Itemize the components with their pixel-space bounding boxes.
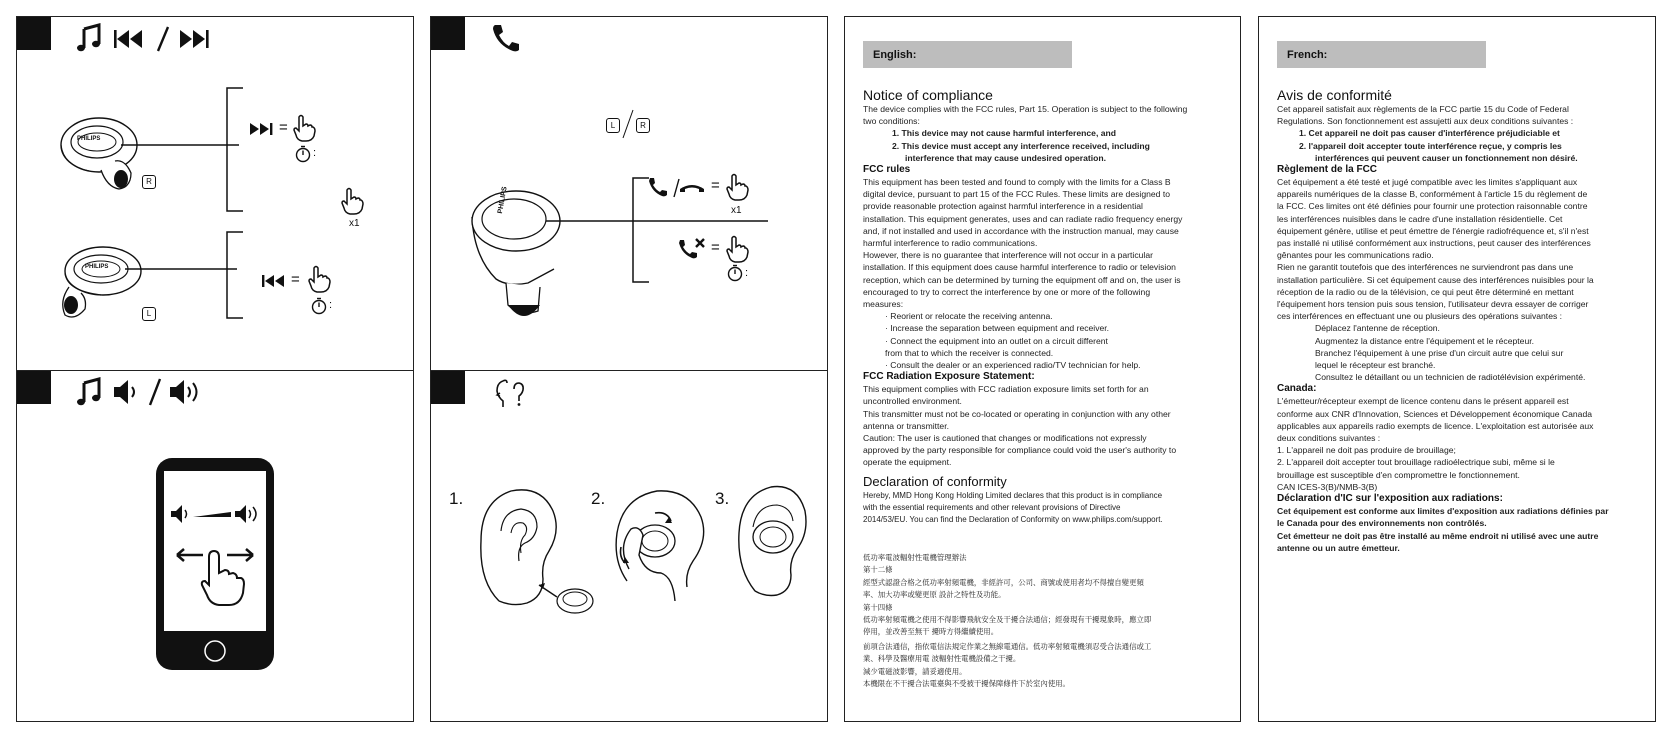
tap-once-hand-icon	[340, 187, 364, 215]
condition-item: interférences qui peuvent causer un fonctionnement non désiré.	[1315, 152, 1578, 163]
panel-voice-assistant	[430, 370, 828, 722]
earbud-right-illustration	[59, 115, 239, 205]
chinese-line: 減少電磁波影響，請妥適使用。	[863, 666, 967, 676]
paragraph-line: provide reasonable protection against harmful interference in a residential	[863, 201, 1143, 212]
step-2-label: 2.	[591, 489, 606, 508]
tap-hand-icon-3	[725, 173, 749, 201]
equals-sign-4: =	[711, 239, 720, 256]
previous-track-icon	[262, 273, 292, 289]
chinese-line: 率、加大功率或變更原 設計之特性及功能。	[863, 590, 1006, 600]
chinese-line: 本機限在不干擾合法電臺與不受被干擾保障條件下於室內使用。	[863, 679, 1070, 689]
reglement-heading: Règlement de la FCC	[1277, 164, 1378, 176]
panel-french-compliance	[1258, 16, 1656, 722]
equals-sign: =	[279, 119, 288, 136]
tap-count: x1	[349, 218, 360, 229]
paragraph-line: measures:	[863, 299, 904, 310]
measure-item: · Reorient or relocate the receiving antenna.	[885, 311, 1053, 322]
paragraph-line: This transmitter must not be co-located or operating in conjunction with any other	[863, 408, 1171, 419]
ear-step-1-illustration	[471, 471, 591, 611]
prev-next-track-icon	[114, 27, 224, 53]
paragraph-line: deux conditions suivantes :	[1277, 433, 1381, 444]
ic-heading: Déclaration d'IC sur l'exposition aux radiations:	[1277, 493, 1503, 505]
paragraph-line: conforme aux CNR d'Innovation, Sciences et Développement économique Canada	[1277, 408, 1593, 419]
avis-title: Avis de conformité	[1277, 87, 1392, 103]
paragraph-line: brouillage est susceptible d'en compromettre le fonctionnement.	[1277, 469, 1520, 480]
step-1-label: 1.	[449, 489, 464, 508]
voice-assistant-icon	[495, 377, 525, 409]
canada-heading: Canada:	[1277, 383, 1317, 395]
condition-item: 2. This device must accept any interference received, including	[892, 140, 1150, 151]
ear-step-2-illustration	[609, 477, 719, 617]
measure-item: · Consult the dealer or an experienced radio/TV technician for help.	[885, 360, 1141, 371]
tap-hand-icon-2	[307, 265, 331, 293]
language-label: French:	[1287, 49, 1328, 61]
paragraph-line: 2. L'appareil doit accepter tout brouillage radioélectrique subi, même si le	[1277, 457, 1555, 468]
ear-step-3-illustration	[731, 471, 811, 601]
chinese-line: 停用，並改善至無干 擾時方得繼續使用。	[863, 627, 999, 637]
smartphone-illustration[interactable]	[155, 457, 275, 671]
paragraph-line: 2014/53/EU. You can find the Declaration of Conformity on www.philips.com/support.	[863, 515, 1163, 525]
paragraph-line: However, there is no guarantee that interference will not occur in a particular	[863, 250, 1153, 261]
paragraph-line: Cet émetteur ne doit pas être installé au même endroit ni utilisé avec une autre	[1277, 530, 1599, 541]
bracket-top	[225, 87, 245, 212]
condition-item: interference that may cause undesired operation.	[905, 152, 1107, 163]
operation-item: Branchez l'équipement à une prise d'un circuit autre que celui sur	[1315, 347, 1564, 358]
lr-left-badge: L	[606, 118, 620, 133]
brand-label-call: PHILIPS	[497, 186, 509, 215]
timer-icon-3	[727, 264, 743, 282]
right-earbud-badge: R	[142, 175, 156, 189]
chinese-line: 第十四條	[863, 602, 893, 612]
paragraph-line: L'émetteur/récepteur exempt de licence contenu dans le présent appareil est	[1277, 396, 1569, 407]
french-compliance-text	[1277, 87, 1609, 554]
panel-volume	[16, 370, 414, 722]
measure-item: · Increase the separation between equipment and receiver.	[885, 323, 1110, 334]
paragraph-line: This equipment complies with FCC radiation exposure limits set forth for an	[863, 384, 1149, 395]
equals-sign-2: =	[291, 271, 300, 288]
step-marker	[17, 371, 51, 404]
lr-right-badge: R	[636, 118, 650, 133]
paragraph-line: Rien ne garantit toutefois que des interférences ne surviendront pas dans une	[1277, 262, 1574, 273]
paragraph-line: with the essential requirements and other relevant provisions of Directive	[863, 502, 1121, 512]
paragraph-line: operate the equipment.	[863, 457, 952, 468]
paragraph-line: équipement génère, utilise et peut émettre de l'énergie radiofréquence et, s'il n'est	[1277, 225, 1589, 236]
timer-icon	[295, 145, 311, 163]
timer-icon-2	[311, 297, 327, 315]
paragraph-line: reception, which can be determined by turning the equipment off and on, the user is	[863, 274, 1181, 285]
chinese-regulation-text	[863, 552, 1151, 690]
step-marker	[431, 371, 465, 404]
paragraph-line: réception de la radio ou de la télévision, ce qui peut être déterminé en mettant	[1277, 286, 1574, 297]
hold-colon-2: :	[329, 299, 333, 311]
measure-item: from that to which the receiver is connected.	[885, 347, 1054, 358]
radiation-heading: FCC Radiation Exposure Statement:	[863, 371, 1035, 383]
panel-english-compliance	[844, 16, 1241, 722]
paragraph-line: This equipment has been tested and found to comply with the limits for a Class B	[863, 177, 1171, 188]
step-3-label: 3.	[715, 489, 730, 508]
answer-end-call-icon	[648, 177, 708, 199]
notice-title: Notice of compliance	[863, 87, 993, 103]
hold-colon-3: :	[745, 267, 749, 279]
equals-sign-3: =	[711, 177, 720, 194]
paragraph-line: antenna or transmitter.	[863, 420, 949, 431]
condition-item: 1. This device may not cause harmful interference, and	[892, 128, 1116, 139]
paragraph-line: l'équipement hors tension puis sous tension, l'utilisateur devra essayer de corriger	[1277, 299, 1589, 310]
intro-line: The device complies with the FCC rules, Part 15. Operation is subject to the following	[863, 104, 1188, 114]
bracket-bottom	[225, 231, 245, 319]
conformity-title: Declaration of conformity	[863, 473, 1007, 489]
paragraph-line: installation. If this equipment does cause harmful interference to radio or television	[863, 262, 1176, 273]
next-track-icon	[250, 121, 280, 137]
language-label-bar	[863, 41, 1072, 68]
music-note-icon	[77, 23, 109, 53]
operation-item: lequel le récepteur est branché.	[1315, 360, 1436, 371]
paragraph-line: digital device, pursuant to part 15 of the FCC Rules. These limits are designed to	[863, 189, 1170, 200]
paragraph-line: le Canada pour des environnements non contrôlés.	[1277, 518, 1487, 529]
paragraph-line: Caution: The user is cautioned that changes or modifications not expressly	[863, 433, 1147, 444]
operation-item: Déplacez l'antenne de réception.	[1315, 323, 1440, 334]
fcc-rules-heading: FCC rules	[863, 164, 911, 176]
paragraph-line: applicables aux appareils radio exempts de licence. L'exploitation est autorisée aux	[1277, 420, 1594, 431]
paragraph-line: installation particulière. Si cet équipement cause des interférences nuisibles pour la	[1277, 274, 1594, 285]
chinese-line: 第十二條	[863, 565, 893, 575]
brand-label: PHILIPS	[77, 136, 101, 142]
chinese-line: 業、科學及醫療用電 波輻射性電機設備之干擾。	[863, 654, 1021, 664]
paragraph-line: les interférences nuisibles dans le cadre d'une installation résidentielle. Cet	[1277, 213, 1563, 224]
paragraph-line: approved by the party responsible for compliance could void the user's authority to	[863, 445, 1177, 456]
intro-line: Cet appareil satisfait aux règlements de la FCC partie 15 du Code of Federal	[1277, 104, 1569, 114]
paragraph-line: ces interférences en effectuant une ou plusieurs des opérations suivantes :	[1277, 311, 1563, 322]
chinese-line: 低功率射頻電機之使用不得影響飛航安全及干擾合法通信；經發現有干擾現象時，應立即	[863, 615, 1152, 625]
chinese-line: 前項合法通信，指依電信法規定作業之無線電通信。低功率射頻電機須忍受合法通信或工	[863, 641, 1152, 651]
language-label-bar	[1277, 41, 1486, 68]
paragraph-line: installation. This equipment generates, uses and can radiate radio frequency energy	[863, 213, 1183, 224]
paragraph-line: harmful interference to radio communications.	[863, 238, 1038, 249]
language-label: English:	[873, 49, 917, 61]
tap-hand-icon-4	[725, 235, 749, 263]
paragraph-line: Cet équipement a été testé et jugé compatible avec les limites s'appliquant aux	[1277, 177, 1578, 188]
tap-hand-icon	[292, 114, 316, 142]
phone-icon	[491, 23, 521, 53]
brand-label-left: PHILIPS	[85, 264, 109, 270]
left-earbud-badge: L	[142, 307, 156, 321]
panel-call-control	[430, 16, 828, 372]
music-note-icon	[77, 377, 109, 407]
chinese-line: 低功率電波輻射性電機管理辦法	[863, 553, 967, 562]
paragraph-line: Cet équipement est conforme aux limites d'exposition aux radiations définies par	[1277, 506, 1609, 517]
english-compliance-text	[863, 87, 1187, 526]
paragraph-line: CAN ICES-3(B)/NMB-3(B)	[1277, 481, 1378, 492]
paragraph-line: appareils numériques de la classe B, conformément à l'article 15 du règlement de	[1277, 189, 1588, 200]
measure-item: · Connect the equipment into an outlet on a circuit different	[885, 335, 1108, 346]
operation-item: Consultez le détaillant ou un technicien de radiotélévision expérimenté.	[1315, 372, 1586, 383]
paragraph-line: uncontrolled environment.	[863, 396, 962, 407]
paragraph-line: 1. L'appareil ne doit pas produire de brouillage;	[1277, 445, 1456, 456]
volume-icons	[114, 377, 224, 407]
tap-count-call: x1	[731, 205, 742, 216]
step-marker	[17, 17, 51, 50]
paragraph-line: gênantes pour les communications radio.	[1277, 250, 1434, 261]
paragraph-line: encouraged to try to correct the interference by one or more of the following	[863, 286, 1151, 297]
condition-item: 1. Cet appareil ne doit pas causer d'interférence préjudiciable et	[1299, 128, 1560, 139]
reject-call-icon	[678, 237, 708, 261]
paragraph-line: antenne ou un autre émetteur.	[1277, 542, 1400, 553]
hold-colon: :	[313, 147, 317, 159]
intro-line: Regulations. Son fonctionnement est assujetti aux deux conditions suivantes :	[1277, 116, 1574, 127]
earbud-call-illustration	[468, 187, 768, 337]
chinese-line: 經型式認證合格之低功率射頻電機，非經許可，公司、商號或使用者均不得擅自變更頻	[863, 577, 1144, 587]
paragraph-line: pas installé ni utilisé conformément aux instructions, peut causer des interférences	[1277, 238, 1591, 249]
operation-item: Augmentez la distance entre l'équipement et le récepteur.	[1315, 335, 1535, 346]
paragraph-line: la FCC. Ces limites ont été définies pour fournir une protection raisonnable contre	[1277, 201, 1588, 212]
paragraph-line: Hereby, MMD Hong Kong Holding Limited declares that this product is in compliance	[863, 490, 1163, 500]
step-marker	[431, 17, 465, 50]
intro-line: two conditions:	[863, 116, 920, 127]
condition-item: 2. l'appareil doit accepter toute interférence reçue, y compris les	[1299, 140, 1562, 151]
panel-track-control	[16, 16, 414, 372]
paragraph-line: and, if not installed and used in accordance with the instruction manual, may cause	[863, 225, 1179, 236]
lr-divider	[621, 109, 635, 139]
